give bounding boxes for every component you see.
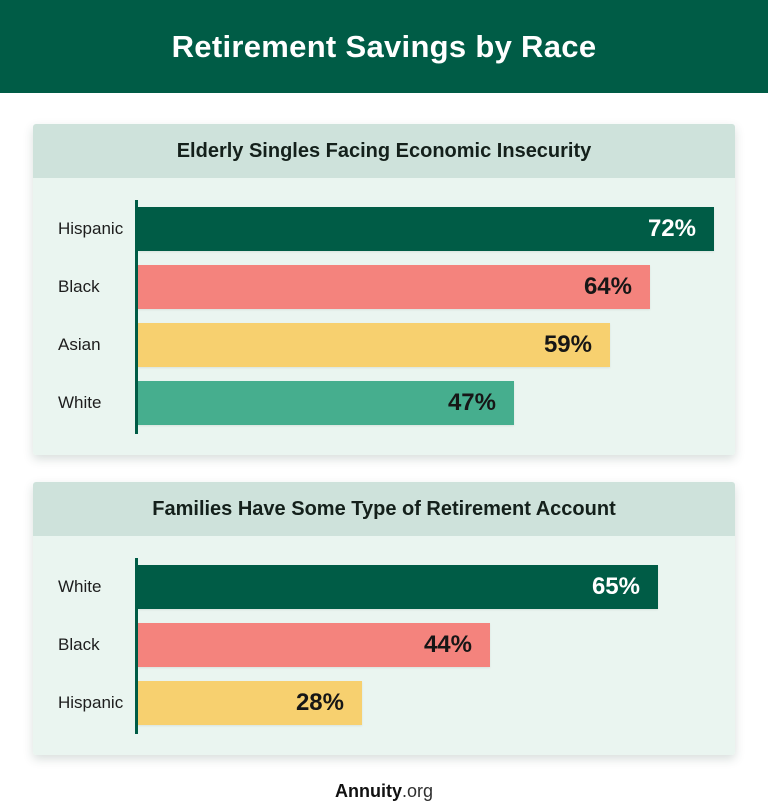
chart-card-header [33, 124, 735, 178]
chart-card-retirement-account [33, 482, 735, 755]
bar-row [33, 381, 735, 425]
page-title: Retirement Savings by Race [171, 28, 597, 64]
bar-rows [33, 565, 735, 725]
bar [138, 565, 658, 609]
bar [138, 623, 490, 667]
category-label: White [58, 577, 102, 596]
chart-card-body [33, 178, 735, 455]
bar-track [138, 681, 735, 725]
chart-card-body [33, 536, 735, 755]
category-label: Black [58, 635, 100, 654]
value-label: 64% [583, 273, 632, 300]
bar-row [33, 265, 735, 309]
category-label: Hispanic [58, 219, 124, 238]
value-label: 72% [647, 215, 696, 242]
bar-track [138, 565, 735, 609]
chart-card-header [33, 482, 735, 536]
bar-row [33, 565, 735, 609]
bar [138, 381, 514, 425]
bar-track [138, 207, 735, 251]
bar-row [33, 323, 735, 367]
bar [138, 323, 610, 367]
category-label: Black [58, 277, 100, 296]
bar [138, 207, 714, 251]
bar-track [138, 623, 735, 667]
chart-card-insecurity [33, 124, 735, 455]
bar-track [138, 323, 735, 367]
brand-name: Annuity [334, 781, 402, 801]
source-attribution [0, 781, 768, 802]
header-banner [0, 0, 768, 93]
category-label: Hispanic [58, 693, 124, 712]
value-label: 59% [543, 331, 592, 358]
chart-title: Elderly Singles Facing Economic Insecurity [176, 139, 592, 162]
bar-row [33, 623, 735, 667]
chart-title: Families Have Some Type of Retirement Account [152, 497, 616, 520]
bar [138, 265, 650, 309]
bar-track [138, 381, 735, 425]
bar-row [33, 207, 735, 251]
value-label: 44% [423, 631, 472, 658]
value-label: 65% [591, 573, 640, 600]
brand-domain: .org [401, 781, 434, 801]
bar-plot [33, 565, 735, 725]
bar [138, 681, 362, 725]
bar-row [33, 681, 735, 725]
category-label: White [58, 393, 102, 412]
value-label: 47% [447, 389, 496, 416]
category-label: Asian [58, 335, 101, 354]
bar-track [138, 265, 735, 309]
value-label: 28% [295, 689, 344, 716]
bar-plot [33, 207, 735, 425]
bar-rows [33, 207, 735, 425]
